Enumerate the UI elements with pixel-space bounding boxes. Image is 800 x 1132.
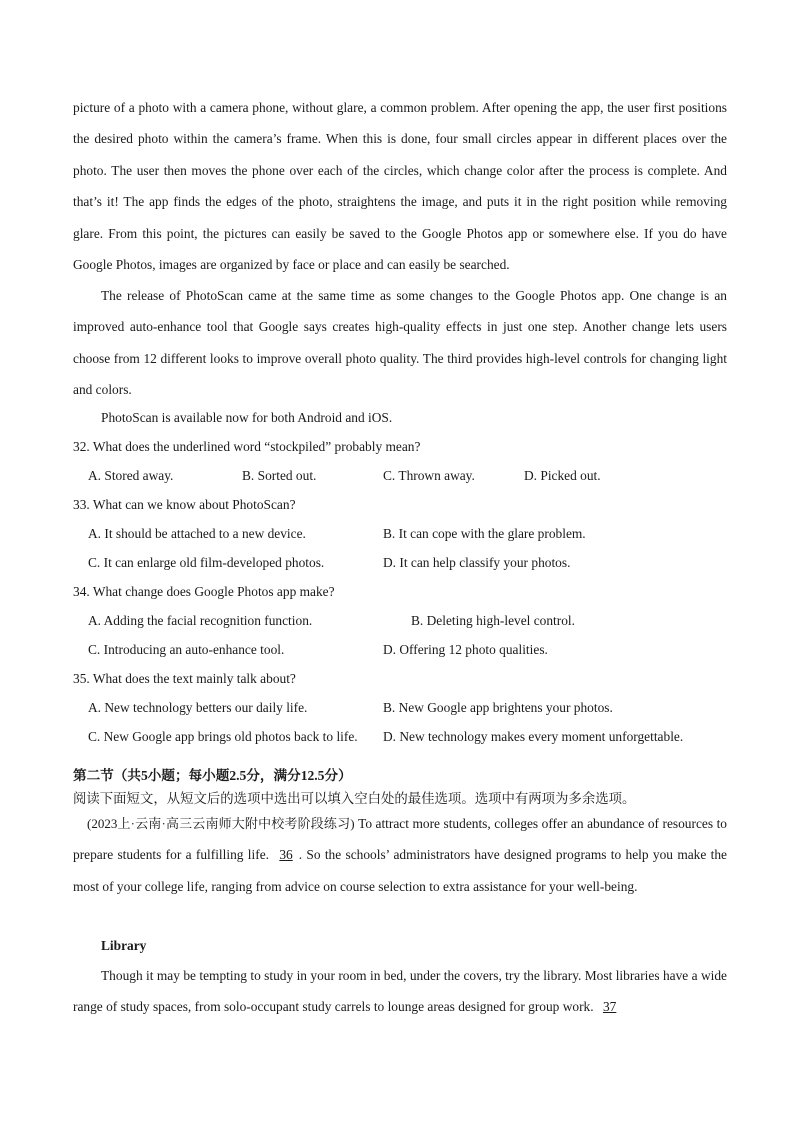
answer-option: A. New technology betters our daily life. <box>88 700 308 715</box>
answer-option: D. Picked out. <box>524 468 601 483</box>
question-stem: 33. What can we know about PhotoScan? <box>73 497 296 512</box>
passage-text: To attract more students, colleges offer an abundance of resources to prepare students for a fulfilling life. <box>73 816 727 863</box>
section-heading: 第二节（共5小题；每小题2.5分，满分12.5分） <box>73 768 352 783</box>
answer-option: B. Deleting high-level control. <box>411 613 575 628</box>
passage-text: . So the schools’ administrators have designed programs to help you make the most of your college life, ranging from advice on course selection to extra assistance for your well-being. <box>73 847 727 894</box>
subheading: Library <box>101 938 147 953</box>
answer-option: B. New Google app brightens your photos. <box>383 700 613 715</box>
passage-paragraph: PhotoScan is available now for both Android and iOS. <box>101 410 393 425</box>
question-stem: 35. What does the text mainly talk about? <box>73 671 296 686</box>
answer-option: B. It can cope with the glare problem. <box>383 526 586 541</box>
blank-37: 37 <box>602 999 617 1015</box>
question-stem: 32. What does the underlined word “stockpiled” probably mean? <box>73 439 421 454</box>
answer-option: A. Adding the facial recognition function. <box>88 613 313 628</box>
answer-option: D. New technology makes every moment unforgettable. <box>383 729 684 744</box>
passage-paragraph: The release of PhotoScan came at the same time as some changes to the Google Photos app. One change is an improved auto-enhance tool that Google says creates high-quality effects in just one step. Another change lets users choose from 12 different looks to improve overall photo quality. The third provides high-level controls for changing light and colors. <box>73 288 727 398</box>
answer-option: A. Stored away. <box>88 468 174 483</box>
passage-paragraph <box>73 808 727 902</box>
passage-paragraph <box>73 960 727 1023</box>
answer-option: C. Introducing an auto-enhance tool. <box>88 642 285 657</box>
answer-option: C. Thrown away. <box>383 468 475 483</box>
answer-option: C. It can enlarge old film-developed photos. <box>88 555 325 570</box>
answer-option: D. It can help classify your photos. <box>383 555 571 570</box>
passage-text: Though it may be tempting to study in your room in bed, under the covers, try the library. Most libraries have a wide range of study spaces, from solo-occupant study carrels to lounge areas designed for group work. <box>73 968 727 1015</box>
passage-paragraph: picture of a photo with a camera phone, without glare, a common problem. After opening the app, the user first positions the desired photo within the camera’s frame. When this is done, four small circles appear in different places over the photo. The user then moves the phone over each of the circles, which change color after the process is complete. And that’s it! The app finds the edges of the photo, straightens the image, and puts it in the right position while removing glare. From this point, the pictures can easily be saved to the Google Photos app or somewhere else. If you do have Google Photos, images are organized by face or place and can easily be searched. <box>73 100 727 273</box>
answer-option: B. Sorted out. <box>242 468 317 483</box>
source-note: (2023上·云南·高三云南师大附中校考阶段练习) <box>87 816 355 831</box>
blank-36: 36 <box>279 847 293 863</box>
answer-option: D. Offering 12 photo qualities. <box>383 642 548 657</box>
section-instruction: 阅读下面短文，从短文后的选项中选出可以填入空白处的最佳选项。选项中有两项为多余选项。 <box>73 791 636 806</box>
answer-option: A. It should be attached to a new device. <box>88 526 306 541</box>
question-stem: 34. What change does Google Photos app make? <box>73 584 335 599</box>
answer-option: C. New Google app brings old photos back to life. <box>88 729 358 744</box>
